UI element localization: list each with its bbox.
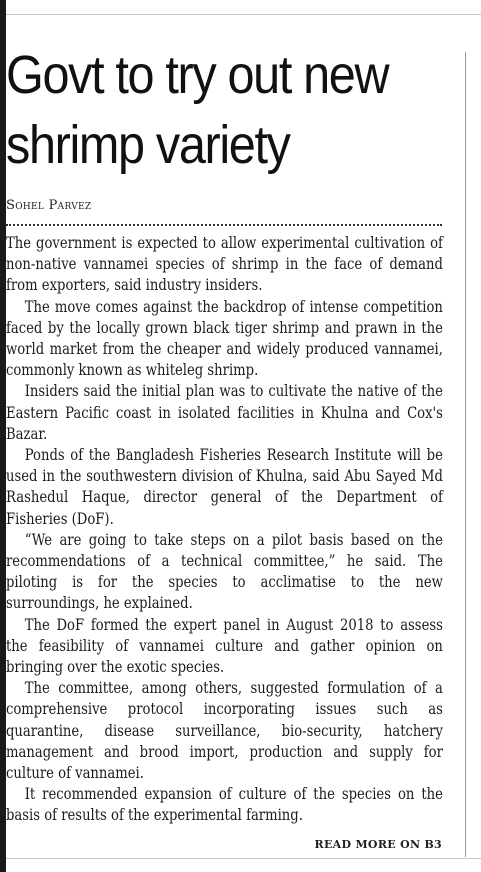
paragraph-7: The committee, among others, suggested formulation of a comprehensive protocol incorporating issues such as quarantine, disease surveillance, bio-security, hatchery management and brood import, production and supply for culture of vannamei. bbox=[6, 679, 443, 783]
paragraph-2: The move comes against the backdrop of intense competition faced by the locally grown black tiger shrimp and prawn in the world market from the cheaper and widely produced vannamei, commonly known as whiteleg shrimp. bbox=[6, 297, 443, 380]
top-rule bbox=[6, 14, 481, 15]
bottom-rule bbox=[6, 858, 481, 859]
paragraph-5: “We are going to take steps on a pilot basis based on the recommendations of a technical committee,” he said. The piloting is for the species to acclimatise to the new surroundings, he explained. bbox=[6, 530, 443, 613]
paragraph-3: Insiders said the initial plan was to cultivate the native of the Eastern Pacific coast in isolated facilities in Khulna and Cox's Bazar. bbox=[6, 382, 443, 443]
paragraph-4: Ponds of the Bangladesh Fisheries Research Institute will be used in the southwestern division of Khulna, said Abu Sayed Md Rashedul Haque, director general of the Department of Fisheries (DoF). bbox=[6, 446, 443, 528]
paragraph-6: The DoF formed the expert panel in August 2018 to assess the feasibility of vannamei culture and gather opinion on bringing over the exotic species. bbox=[6, 615, 443, 677]
headline-line-1: Govt to try out new bbox=[6, 45, 389, 105]
headline bbox=[6, 40, 416, 180]
read-more-link[interactable]: READ MORE ON B3 bbox=[314, 838, 442, 851]
byline: Sohel Parvez bbox=[6, 198, 92, 213]
headline-line-2: shrimp variety bbox=[6, 115, 290, 175]
dotted-separator bbox=[6, 224, 442, 226]
paragraph-8: It recommended expansion of culture of the species on the basis of results of the experimental farming. bbox=[6, 785, 443, 825]
paragraph-1: The government is expected to allow experimental cultivation of non-native vannamei species of shrimp in the face of demand from exporters, said industry insiders. bbox=[6, 234, 443, 295]
column-divider bbox=[465, 52, 466, 857]
article-body bbox=[6, 233, 443, 827]
